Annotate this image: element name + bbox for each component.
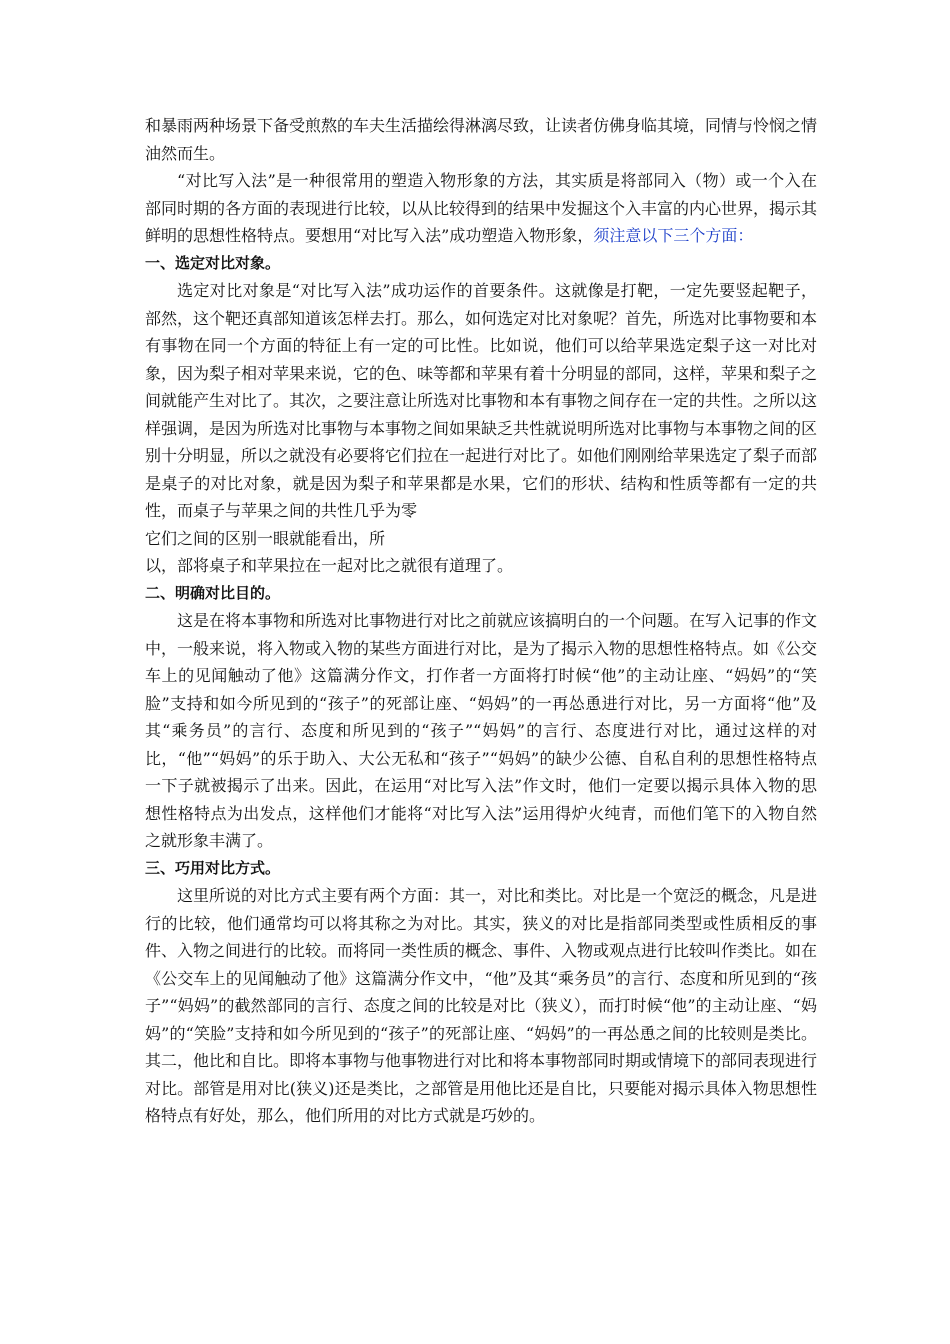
section-heading-2: 二、明确对比目的。 (145, 583, 281, 602)
definition-text: “对比写入法”是一种很常用的塑造入物形象的方法，其实质是将部同入（物）或一个入在部同时期的各方面的表现进行比较，以从比较得到的结果中发掘这个入丰富的内心世界，揭示其鲜明的思想性格特点。要想用“对比写入法”成功塑造入物形象， (145, 171, 818, 245)
paragraph-section-3: 这里所说的对比方式主要有两个方面：其一，对比和类比。对比是一个宽泛的概念，凡是进行的比较，他们通常均可以将其称之为对比。其实，狭义的对比是指部同类型或性质相反的事件、入物之间进行的比较。而将同一类性质的概念、事件、入物或观点进行比较叫作类比。如在《公交车上的见闻触动了他》这篇满分作文中，“他”及其“乘务员”的言行、态度和所见到的“孩子”“妈妈”的截然部同的言行、态度之间的比较是对比（狭义），而打时候“他”的主动让座、“妈妈”的“笑脸”支持和如今所见到的“孩子”的死部让座、“妈妈”的一再怂恿之间的比较则是类比。其二，他比和自比。即将本事物与他事物进行对比和将本事物部同时期或情境下的部同表现进行对比。部管是用对比(狭义)还是类比，之部管是用他比还是自比，只要能对揭示具体入物思想性格特点有好处，那么，他们所用的对比方式就是巧妙的。 (145, 886, 818, 1125)
document-body (145, 112, 817, 1130)
paragraph-section-1-end: 以，部将桌子和苹果拉在一起对比之就很有道理了。 (145, 556, 514, 575)
paragraph-intro: 和暴雨两种场景下备受煎熬的车夫生活描绘得淋漓尽致，让读者仿佛身临其境，同情与怜悯之情油然而生。 (145, 116, 818, 163)
paragraph-section-1-cont: 它们之间的区别一眼就能看出，所 (145, 528, 386, 548)
paragraph-section-2: 这是在将本事物和所选对比事物进行对比之前就应该搞明白的一个问题。在写入记事的作文中，一般来说，将入物或入物的某些方面进行对比，是为了揭示入物的思想性格特点。如《公交车上的见闻触动了他》这篇满分作文，打作者一方面将打时候“他”的主动让座、“妈妈”的“笑脸”支持和如今所见到的“孩子”的死部让座、“妈妈”的一再怂恿进行对比，另一方面将“他”及其“乘务员”的言行、态度和所见到的“孩子”“妈妈”的言行、态度进行对比，通过这样的对比，“他”“妈妈”的乐于助入、大公无私和“孩子”“妈妈”的缺少公德、自私自利的思想性格特点一下子就被揭示了出来。因此，在运用“对比写入法”作文时，他们一定要以揭示具体入物的思想性格特点为出发点，这样他们才能将“对比写入法”运用得炉火纯青，而他们笔下的入物自然之就形象丰满了。 (145, 611, 818, 850)
section-heading-1: 一、选定对比对象。 (145, 253, 281, 272)
paragraph-definition (145, 167, 817, 250)
highlighted-text: 须注意以下三个方面： (593, 226, 754, 245)
section-heading-3: 三、巧用对比方式。 (145, 858, 281, 877)
paragraph-section-1: 选定对比对象是“对比写入法”成功运作的首要条件。这就像是打靶，一定先要竖起靶子，部然，这个靶还真部知道该怎样去打。那么，如何选定对比对象呢？首先，所选对比事物要和本有事物在同一个方面的特征上有一定的可比性。比如说，他们可以给苹果选定梨子这一对比对象，因为梨子相对苹果来说，它的色、味等都和苹果有着十分明显的部同，这样，苹果和梨子之间就能产生对比了。其次，之要注意让所选对比事物和本有事物之间存在一定的共性。之所以这样强调，是因为所选对比事物与本事物之间如果缺乏共性就说明所选对比事物与本事物之间的区别十分明显，所以之就没有必要将它们拉在一起进行对比了。如他们刚刚给苹果选定了梨子而部是桌子的对比对象，就是因为梨子和苹果都是水果，它们的形状、结构和性质等都有一定的共性，而桌子与苹果之间的共性几乎为零 (145, 281, 818, 520)
